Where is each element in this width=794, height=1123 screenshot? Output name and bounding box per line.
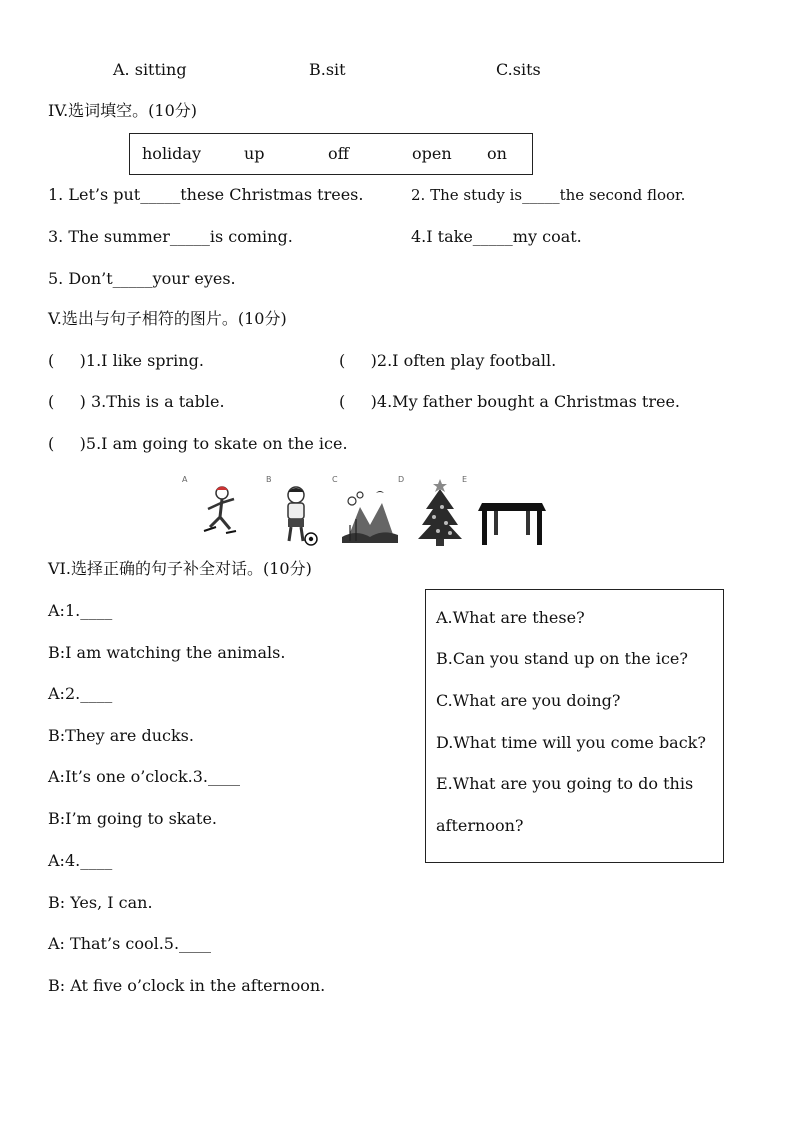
answer-option-e: E.What are you going to do this (436, 774, 694, 793)
s5-question-2: ( )2.I often play football. (339, 351, 557, 370)
word-bank-word: on (487, 144, 507, 163)
answer-option-b: B.Can you stand up on the ice? (436, 649, 688, 668)
s4-question-5: 5. Don’t_____your eyes. (48, 269, 236, 288)
dialogue-line: B:They are ducks. (48, 726, 194, 745)
picture-strip (180, 465, 550, 553)
answer-option-a: A.What are these? (436, 608, 585, 627)
word-bank (129, 133, 533, 175)
section-6-title: VI.选择正确的句子补全对话。(10分) (48, 559, 312, 578)
dialogue-line: B: Yes, I can. (48, 893, 153, 912)
dialogue-line: A: That’s cool.5.____ (48, 934, 212, 953)
dialogue-line: A:2.____ (48, 684, 113, 703)
s4-question-1: 1. Let’s put_____these Christmas trees. (48, 185, 364, 204)
prev-option-b: B.sit (309, 60, 346, 79)
picture-label-d: D (398, 475, 405, 484)
dialogue-line: B: At five o’clock in the afternoon. (48, 976, 326, 995)
christmas-tree-picture (416, 479, 464, 547)
s4-question-2: 2. The study is_____the second floor. (411, 186, 686, 204)
prev-option-c: C.sits (496, 60, 541, 79)
answer-option-c: C.What are you doing? (436, 691, 621, 710)
table-picture (476, 495, 548, 547)
dialogue-line: B:I am watching the animals. (48, 643, 286, 662)
spring-scene-picture (342, 485, 398, 545)
s5-question-3: ( ) 3.This is a table. (48, 392, 225, 411)
word-bank-word: off (328, 144, 349, 163)
word-bank-word: up (244, 144, 265, 163)
picture-label-e: E (462, 475, 468, 484)
dialogue-line: B:I’m going to skate. (48, 809, 218, 828)
dialogue-line: A:4.____ (48, 851, 113, 870)
s5-question-4: ( )4.My father bought a Christmas tree. (339, 392, 681, 411)
s4-question-3: 3. The summer_____is coming. (48, 227, 293, 246)
s4-question-4: 4.I take_____my coat. (411, 227, 582, 246)
s5-question-5: ( )5.I am going to skate on the ice. (48, 434, 348, 453)
picture-label-b: B (266, 475, 272, 484)
dialogue-line: A:1.____ (48, 601, 113, 620)
football-boy-picture (276, 483, 320, 547)
prev-option-a: A. sitting (113, 60, 187, 79)
skater-picture (200, 483, 240, 545)
answer-option-d: D.What time will you come back? (436, 733, 706, 752)
s5-question-1: ( )1.I like spring. (48, 351, 204, 370)
picture-label-a: A (182, 475, 188, 484)
word-bank-word: holiday (142, 144, 201, 163)
word-bank-word: open (412, 144, 452, 163)
section-4-title: IV.选词填空。(10分) (48, 101, 198, 120)
section-5-title: V.选出与句子相符的图片。(10分) (48, 309, 287, 328)
picture-label-c: C (332, 475, 338, 484)
answer-option-e-continued: afternoon? (436, 816, 524, 835)
dialogue-line: A:It’s one o’clock.3.____ (48, 767, 241, 786)
answer-options-box (425, 589, 724, 863)
